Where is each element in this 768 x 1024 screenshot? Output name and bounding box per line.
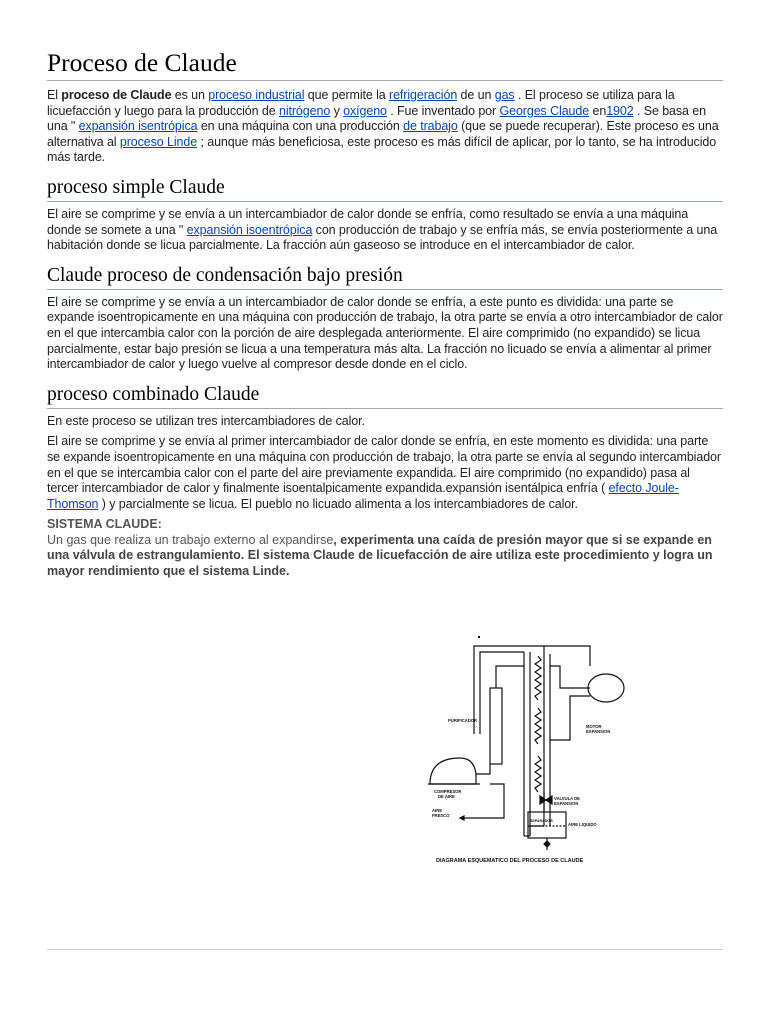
page-title: Proceso de Claude [47, 48, 723, 81]
article-content [47, 48, 723, 580]
link-nitrogeno[interactable]: nitrógeno [278, 103, 331, 118]
section-condensacion-paragraph: El aire se comprime y se envía a un intercambiador de calor donde se enfría, a este punto es dividida: una parte se expande isoentropicamente en una máquina con producción de trabajo, la otra parte se envía a otro intercambiador de calor en el que intercambia calor con la porción de aire desplegada anteriormente. El aire comprimido (no expandido) se licua parcialmente, estar bajo presión se licua a una temperatura más alta. La fracción no licuado se envía a alimentar al primer intercambiador de calor y luego vuelve al compresor desde donde en el ciclo. [47, 294, 723, 372]
section-combinado-paragraph-2: El aire se comprime y se envía al primer intercambiador de calor donde se enfría, en este momento es dividida: una parte se expande isoentropicamente en una máquina con producción de trabajo, la otra parte se envía al segundo intercambiador en el que se intercambia calor con el parte del aire previamente expandida. El aire comprimido (no expandido) pasa al tercer intercambiador de calor y finalmente isoentalpicamente expandida.expansión isentálpica enfría ( efecto Joule-Thomson ) y parcialmente se licua. El pueblo no licuado alimenta a los intercambiadores de calor. [47, 434, 721, 511]
sistema-claude-block [47, 517, 723, 579]
label-aire-liquido: AIRE LIQUIDO [568, 822, 597, 827]
link-gas[interactable]: gas [494, 88, 515, 102]
bottom-divider [47, 949, 723, 950]
link-proceso-industrial[interactable]: proceso industrial [208, 88, 305, 102]
link-1902[interactable]: 1902 [606, 103, 634, 118]
section-simple-paragraph: El aire se comprime y se envía a un intercambiador de calor donde se enfría, como resultado se envía a una máquina donde se somete a una " expansión isoentrópica con producción de trabajo y se enfría más, se envía posteriormente a una habitación donde se licua parcialmente. La fracción aún gaseoso se introduce en el intercambiador de calor. [47, 206, 718, 253]
link-refrigeracion[interactable]: refrigeración [389, 88, 458, 102]
link-proceso-linde[interactable]: proceso Linde [119, 134, 198, 149]
sistema-claude-normal-text: Un gas que realiza un trabajo externo al expandirse [47, 532, 334, 547]
link-expansion-isentropica[interactable]: expansión isentrópica [78, 119, 198, 134]
label-aire: AIRE [432, 808, 443, 813]
label-aire-fresco: FRESCO [432, 813, 450, 818]
intro-paragraph: El proceso de Claude es un proceso industrial que permite la refrigeración de un gas . El proceso se utiliza para la licuefacción y luego para la producción de nitrógeno y oxígeno . Fue inventado por Georges Claude en1902 . Se basa en una " expansión isentrópica en una máquina con una producción de trabajo (que se puede recuperar). Este proceso es una alternativa al proceso Linde ; aunque más beneficiosa, este proceso es más difícil de aplicar, por lo tanto, se ha introducido más tarde. [47, 88, 719, 165]
sistema-claude-bold-text: , experimenta una caída de presión mayor que si se expande en una válvula de estrangulamiento. El sistema Claude de licuefacción de aire utiliza este procedimiento y logra un mayor rendimiento que el sistema Linde. [47, 532, 713, 579]
link-georges-claude[interactable]: Georges Claude [499, 103, 590, 118]
link-oxigeno[interactable]: oxígeno [343, 103, 387, 118]
section-heading-condensacion: Claude proceso de condensación bajo presión [47, 264, 723, 290]
label-separador: SEPARADOR [530, 819, 553, 823]
section-combinado-paragraph-1: En este proceso se utilizan tres intercambiadores de calor. [47, 413, 365, 428]
link-expansion-isoentropica[interactable]: expansión isoentrópica [186, 222, 313, 237]
label-compresor: COMPRESOR [434, 789, 462, 794]
label-purificador: PURIFICADOR [448, 718, 478, 723]
link-de-trabajo[interactable]: de trabajo [403, 119, 458, 134]
section-heading-combinado: proceso combinado Claude [47, 383, 723, 409]
label-motor: MOTOR [586, 724, 602, 729]
diagram-svg [420, 636, 632, 868]
label-motor-expansion: EXPANSION [586, 729, 611, 734]
link-efecto-joule-thomson[interactable]: efecto Joule-Thomson [47, 481, 679, 511]
diagram-caption: DIAGRAMA ESQUEMATICO DEL PROCESO DE CLAUDE [436, 858, 584, 864]
sistema-claude-title: SISTEMA CLAUDE: [47, 517, 162, 532]
label-compresor-de-aire: DE AIRE [438, 794, 455, 799]
claude-process-diagram [420, 636, 632, 868]
label-valvula-expansion: EXPANSION [554, 801, 579, 806]
label-valvula: VALVULA DE [554, 796, 580, 801]
section-heading-simple: proceso simple Claude [47, 176, 723, 202]
